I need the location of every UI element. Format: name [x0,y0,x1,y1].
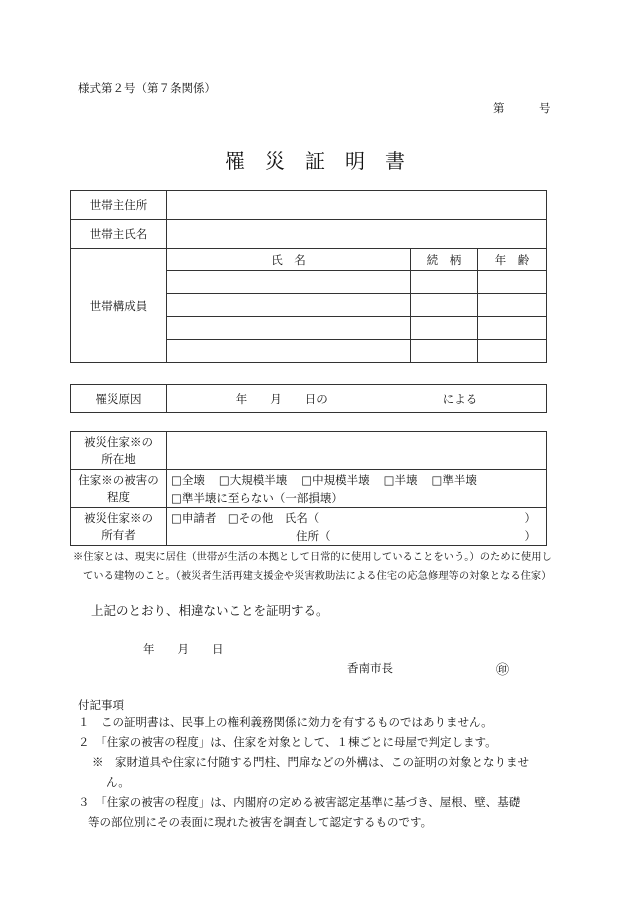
certify-statement: 上記のとおり、相違ないことを証明する。 [91,603,329,618]
household-head-name-field[interactable] [167,220,547,249]
col-age-header: 年 齢 [478,249,547,271]
location-label [71,432,167,470]
location-label-line1: 被災住家※の [84,434,153,449]
household-address-label: 世帯主住所 [71,191,167,220]
damage-degree-options [167,470,547,508]
note-2-remark-cont: ん。 [106,775,130,789]
cause-table [70,384,547,413]
paren-close: ） [524,528,536,543]
note-2: ２ 「住家の被害の程度」は、住家を対象として、１棟ごとに母屋で判定します。 [78,735,497,749]
location-field[interactable] [167,432,547,470]
degree-label-line2: 程度 [107,489,130,504]
member-name-cell[interactable] [167,294,411,317]
owner-field [167,508,547,546]
member-name-cell[interactable] [167,340,411,363]
footnote-line1: ※住家とは、現実に居住（世帯が生活の本拠として日常的に使用していることをいう。）のために使用し [73,551,552,563]
option-medium-scale-half[interactable]: □中規模半壊 [301,472,370,487]
location-label-line2: 所在地 [101,451,136,466]
option-large-scale-half[interactable]: □大規模半壊 [218,472,288,487]
seal-icon: ㊞ [496,663,510,678]
damage-table [70,431,547,546]
member-age-cell[interactable] [478,340,547,363]
member-age-cell[interactable] [478,317,547,340]
owner-label-line1: 被災住家※の [84,510,153,525]
issuer: 香南市長 [347,661,393,675]
degree-label-line1: 住家※の被害の [78,472,159,487]
paren-close: ） [524,510,536,525]
household-address-field[interactable] [167,191,547,220]
member-age-cell[interactable] [478,294,547,317]
note-3: ３ 「住家の被害の程度」は、内閣府の定める被害認定基準に基づき、屋根、壁、基礎 [78,795,521,809]
member-name-cell[interactable] [167,271,411,294]
certificate-number-label: 第 号 [493,101,551,115]
note-1: １ この証明書は、民事上の権利義務関係に効力を有するものではありません。 [78,715,493,729]
damage-degree-label [71,470,167,508]
option-quasi-half[interactable]: □準半壊 [431,472,477,487]
member-relation-cell[interactable] [411,271,478,294]
owner-address-line[interactable]: 住所（ ） [296,528,536,543]
page-title: 罹 災 証 明 書 [225,149,405,173]
notes-heading: 付記事項 [78,698,124,712]
form-number: 様式第２号（第７条関係） [78,81,216,95]
cause-label: 罹災原因 [71,385,167,413]
date-line: 年 月 日 [143,642,224,656]
owner-name-line[interactable]: □申請者 □その他 氏名（ ） [171,510,536,525]
col-relation-header: 続 柄 [411,249,478,271]
cause-field[interactable]: 年 月 日の による [167,385,547,413]
member-relation-cell[interactable] [411,340,478,363]
note-2-remark: ※ 家財道具や住家に付随する門柱、門扉などの外構は、この証明の対象となりませ [92,755,529,769]
member-age-cell[interactable] [478,271,547,294]
household-table [70,190,547,363]
option-total-collapse[interactable]: □全壊 [171,472,205,487]
member-relation-cell[interactable] [411,294,478,317]
option-partial-damage[interactable]: □準半壊に至らない（一部損壊） [171,490,343,505]
member-name-cell[interactable] [167,317,411,340]
household-head-name-label: 世帯主氏名 [71,220,167,249]
notes-list [78,712,548,832]
footnote-line2: ている建物のこと。（被災者生活再建支援金や災害救助法による住宅の応急修理等の対象となる住家） [83,570,552,582]
note-3-cont: 等の部位別にその表面に現れた被害を調査して認定するものです。 [88,815,433,829]
option-half-collapse[interactable]: □半壊 [383,472,418,487]
owner-label-line2: 所有者 [101,527,136,542]
owner-label [71,508,167,546]
household-members-label: 世帯構成員 [71,249,167,363]
col-name-header: 氏 名 [167,249,411,271]
member-relation-cell[interactable] [411,317,478,340]
